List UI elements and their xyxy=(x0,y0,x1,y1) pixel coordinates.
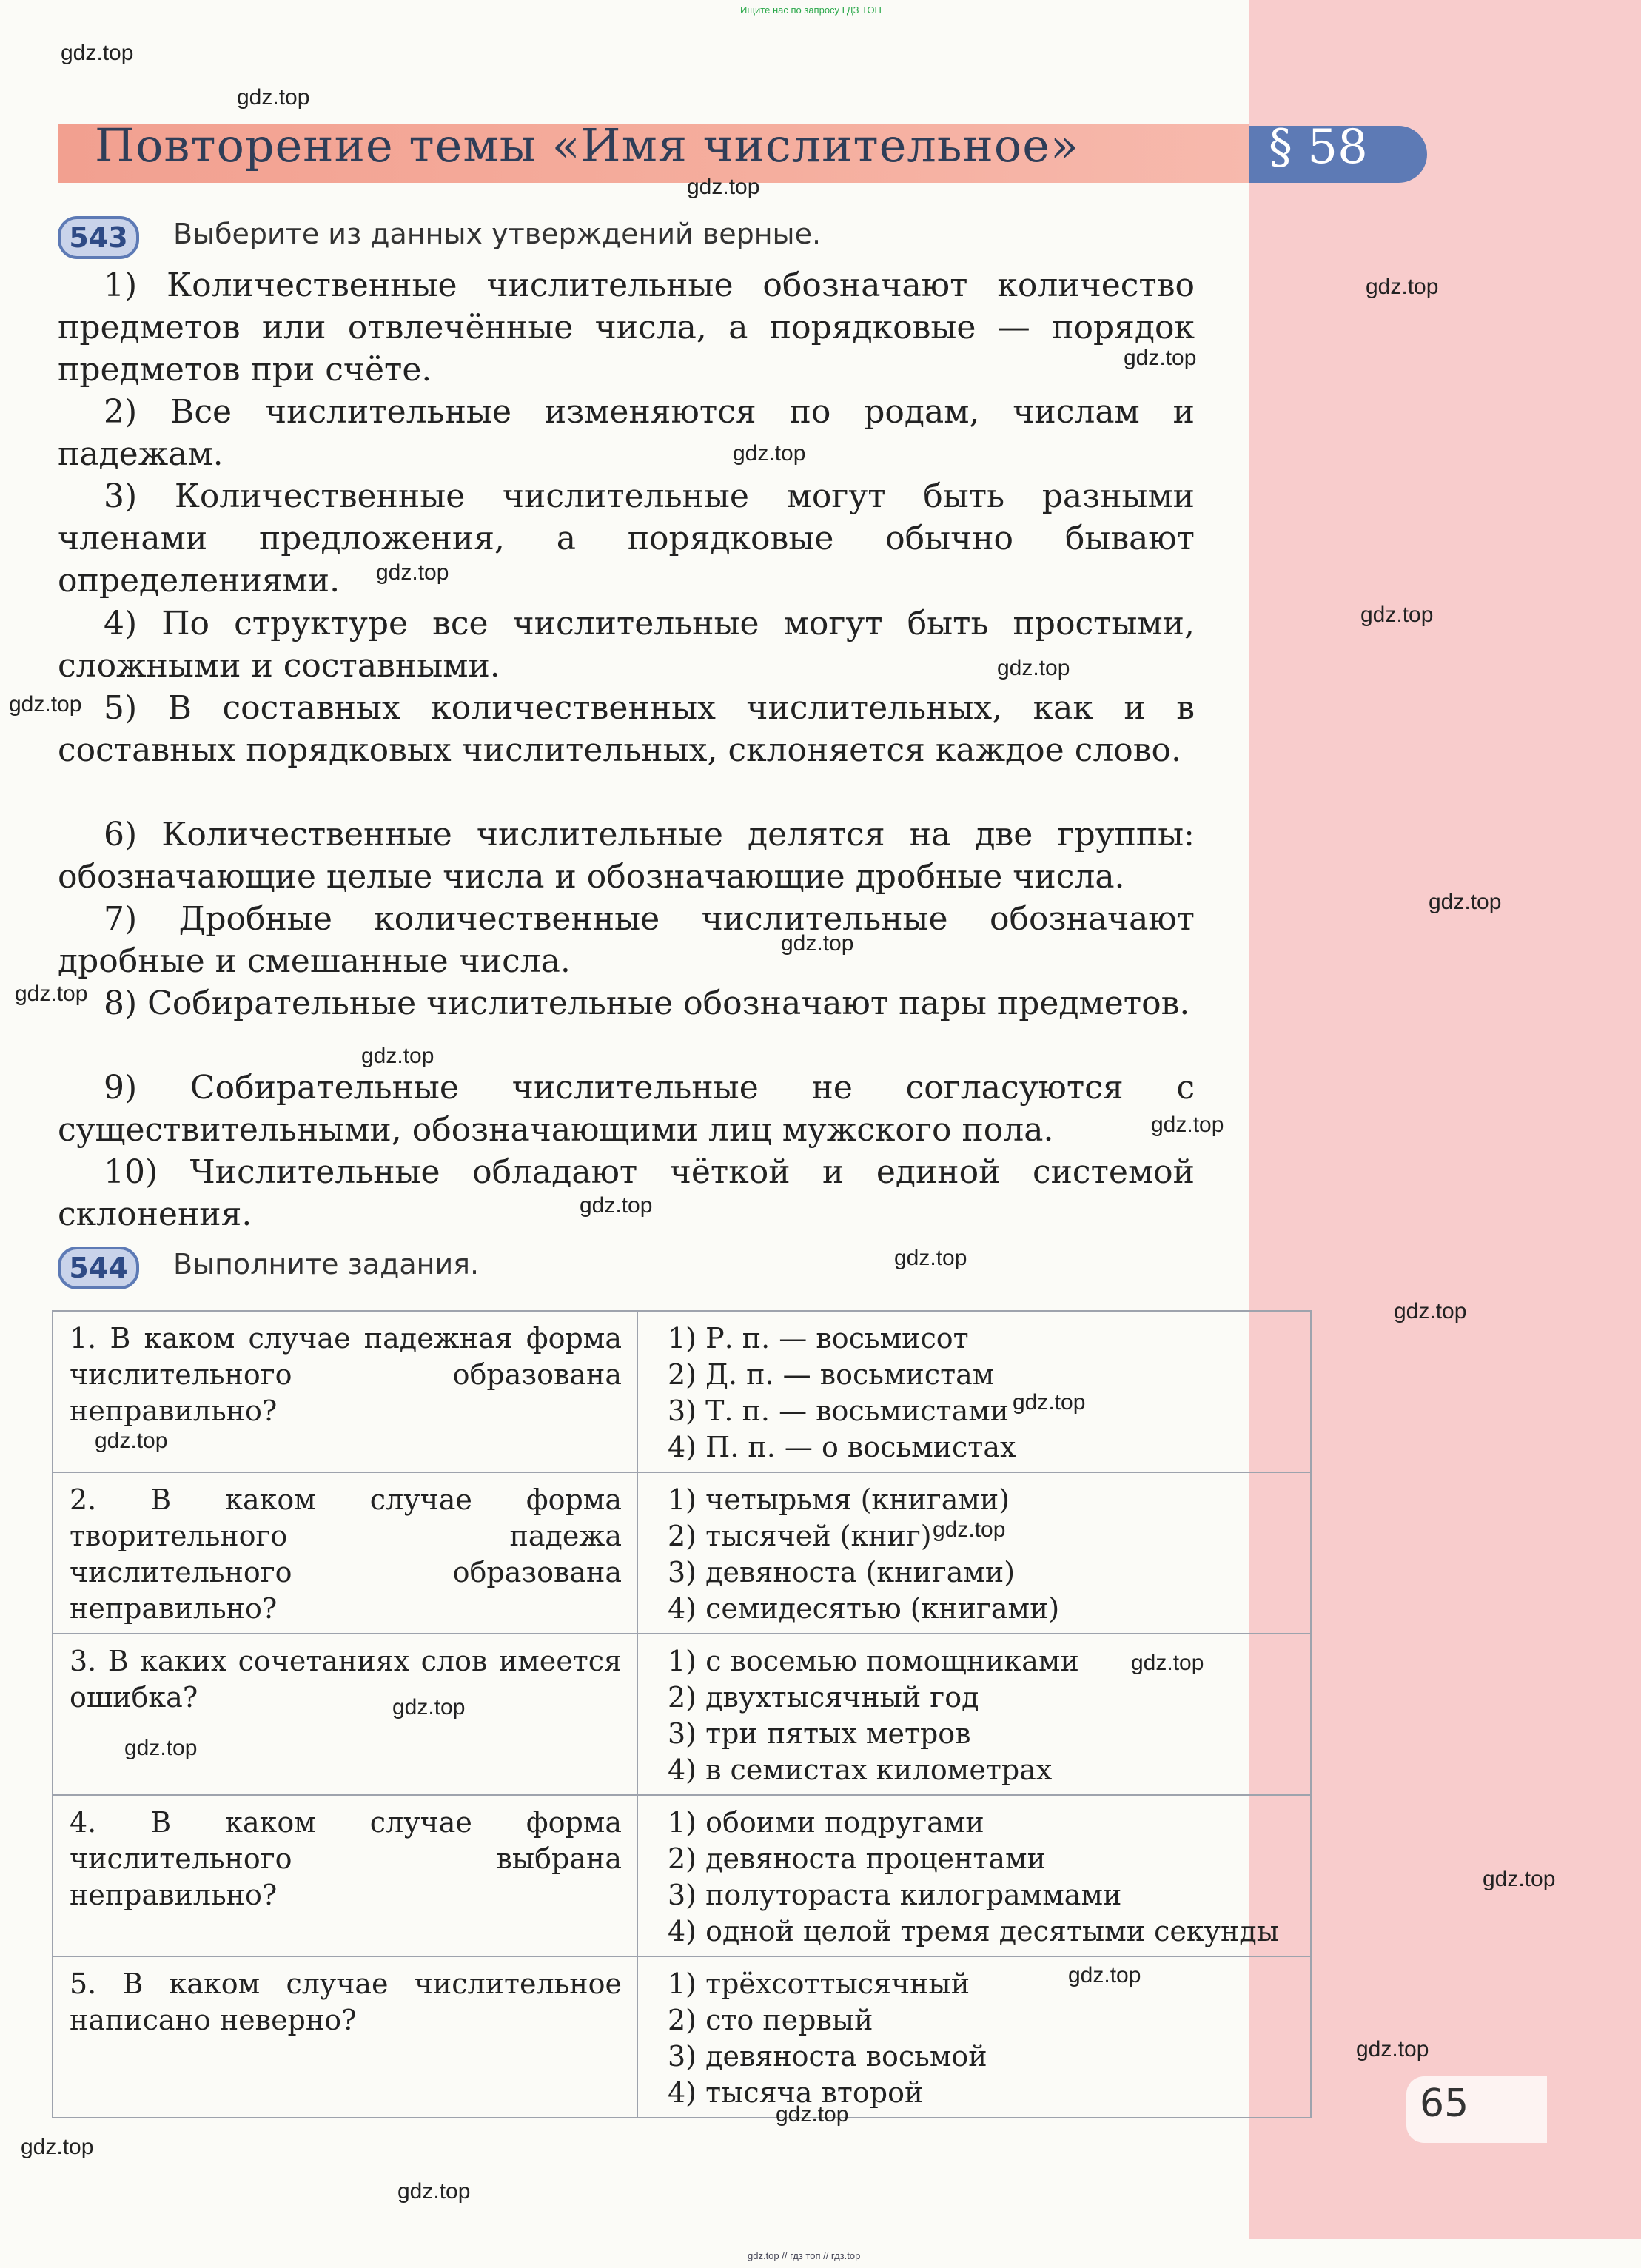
answer-option: 1) Р. п. — восьмисот xyxy=(668,1322,969,1355)
search-hint: Ищите нас по запросу ГДЗ ТОП xyxy=(740,4,882,16)
exercise-543-intro: Выберите из данных утверждений верные. xyxy=(173,218,822,250)
watermark: gdz.top xyxy=(580,1193,653,1218)
table-row xyxy=(53,1472,1311,1634)
watermark: gdz.top xyxy=(1429,890,1502,914)
exercise-544-number: 544 xyxy=(58,1247,139,1289)
statement-4: 4) По структуре все числительные могут быть простыми, сложными и составными. xyxy=(58,605,1195,685)
watermark: gdz.top xyxy=(1483,1867,1556,1891)
statement-5: 5) В составных количественных числительных, как и в составных порядковых числительных, склоняется каждое слово. xyxy=(58,689,1195,769)
watermark: gdz.top xyxy=(1068,1963,1141,1987)
answer-option: 4) в семистах километрах xyxy=(668,1754,1053,1786)
question-cell: 4. В каком случае форма числительного выбрана неправильно? xyxy=(53,1795,637,1956)
watermark: gdz.top xyxy=(376,560,449,585)
tasks-table xyxy=(52,1310,1312,2118)
answer-option: 4) семидесятью (книгами) xyxy=(668,1592,1060,1625)
answer-option: 2) двухтысячный год xyxy=(668,1681,979,1714)
watermark: gdz.top xyxy=(1394,1299,1467,1323)
paragraph-number: § 58 xyxy=(1269,120,1368,175)
watermark: gdz.top xyxy=(361,1044,434,1068)
watermark: gdz.top xyxy=(15,982,88,1006)
exercise-543-number: 543 xyxy=(58,216,139,259)
statement-10: 10) Числительные обладают чёткой и единой системой склонения. xyxy=(58,1153,1195,1233)
question-cell: 3. В каких сочетаниях слов имеется ошибка? xyxy=(53,1634,637,1795)
watermark: gdz.top xyxy=(1356,2037,1429,2061)
exercise-544-intro: Выполните задания. xyxy=(173,1248,480,1281)
options-cell xyxy=(637,1311,1311,1472)
table-row xyxy=(53,1634,1311,1795)
watermark: gdz.top xyxy=(997,656,1070,680)
statement-8: 8) Собирательные числительные обозначают пары предметов. xyxy=(104,984,1190,1022)
statement-3: 3) Количественные числительные могут быть разными членами предложения, а порядковые обычно бывают определениями. xyxy=(58,477,1195,600)
answer-option: 4) тысяча второй xyxy=(668,2076,924,2109)
watermark: gdz.top xyxy=(21,2135,94,2159)
answer-option: 2) Д. п. — восьмистам xyxy=(668,1358,995,1391)
options-cell xyxy=(637,1795,1311,1956)
question-cell: 5. В каком случае числительное написано неверно? xyxy=(53,1956,637,2118)
watermark: gdz.top xyxy=(9,692,82,717)
table-row xyxy=(53,1311,1311,1472)
watermark: gdz.top xyxy=(1151,1113,1224,1137)
watermark: gdz.top xyxy=(733,441,806,466)
section-title: Повторение темы «Имя числительное» xyxy=(95,118,1079,172)
answer-option: 1) с восемью помощниками xyxy=(668,1645,1079,1677)
answer-option: 3) три пятых метров xyxy=(668,1717,971,1750)
watermark: gdz.top xyxy=(397,2179,471,2204)
answer-option: 3) девяноста (книгами) xyxy=(668,1556,1016,1588)
answer-option: 1) четырьмя (книгами) xyxy=(668,1483,1010,1516)
options-cell xyxy=(637,1956,1311,2118)
answer-option: 4) П. п. — о восьмистах xyxy=(668,1431,1016,1463)
watermark: gdz.top xyxy=(687,175,760,199)
watermark: gdz.top xyxy=(894,1246,967,1270)
watermark: gdz.top xyxy=(61,41,134,65)
answer-option: 3) Т. п. — восьмистами xyxy=(668,1395,1010,1427)
answer-option: 3) девяноста восьмой xyxy=(668,2040,987,2073)
statement-6: 6) Количественные числительные делятся на две группы: обозначающие целые числа и обозначающие дробные числа. xyxy=(58,816,1195,896)
question-cell: 1. В каком случае падежная форма числительного образована неправильно? xyxy=(53,1311,637,1472)
answer-option: 2) девяноста процентами xyxy=(668,1842,1046,1875)
statement-7: 7) Дробные количественные числительные обозначают дробные и смешанные числа. xyxy=(58,900,1195,980)
watermark: gdz.top xyxy=(933,1517,1006,1542)
options-cell xyxy=(637,1634,1311,1795)
watermark: gdz.top xyxy=(781,931,854,956)
footer-note: gdz.top // гдз топ // гдз.top xyxy=(748,2250,861,2261)
statement-2: 2) Все числительные изменяются по родам, числам и падежам. xyxy=(58,393,1195,473)
watermark: gdz.top xyxy=(1013,1390,1086,1415)
table-row xyxy=(53,1795,1311,1956)
watermark: gdz.top xyxy=(392,1695,466,1720)
watermark: gdz.top xyxy=(1366,275,1439,299)
watermark: gdz.top xyxy=(95,1429,168,1453)
watermark: gdz.top xyxy=(1131,1651,1204,1675)
options-cell xyxy=(637,1472,1311,1634)
answer-option: 4) одной целой тремя десятыми секунды xyxy=(668,1915,1279,1947)
answer-option: 1) трёхсоттысячный xyxy=(668,1967,970,2000)
answer-option: 3) полутораста килограммами xyxy=(668,1879,1122,1911)
watermark: gdz.top xyxy=(1124,346,1197,370)
statement-9: 9) Собирательные числительные не согласуются с существительными, обозначающими лиц мужского пола. xyxy=(58,1069,1195,1149)
answer-option: 2) сто первый xyxy=(668,2004,873,2036)
watermark: gdz.top xyxy=(237,85,310,110)
answer-option: 2) тысячей (книг) xyxy=(668,1520,932,1552)
watermark: gdz.top xyxy=(124,1736,198,1760)
question-cell: 2. В каком случае форма творительного падежа числительного образована неправильно? xyxy=(53,1472,637,1634)
watermark: gdz.top xyxy=(776,2102,849,2127)
answer-option: 1) обоими подругами xyxy=(668,1806,984,1839)
watermark: gdz.top xyxy=(1360,603,1434,627)
page-number: 65 xyxy=(1420,2081,1469,2126)
statement-1: 1) Количественные числительные обозначают количество предметов или отвлечённые числа, а порядковые — порядок предметов при счёте. xyxy=(58,266,1195,389)
